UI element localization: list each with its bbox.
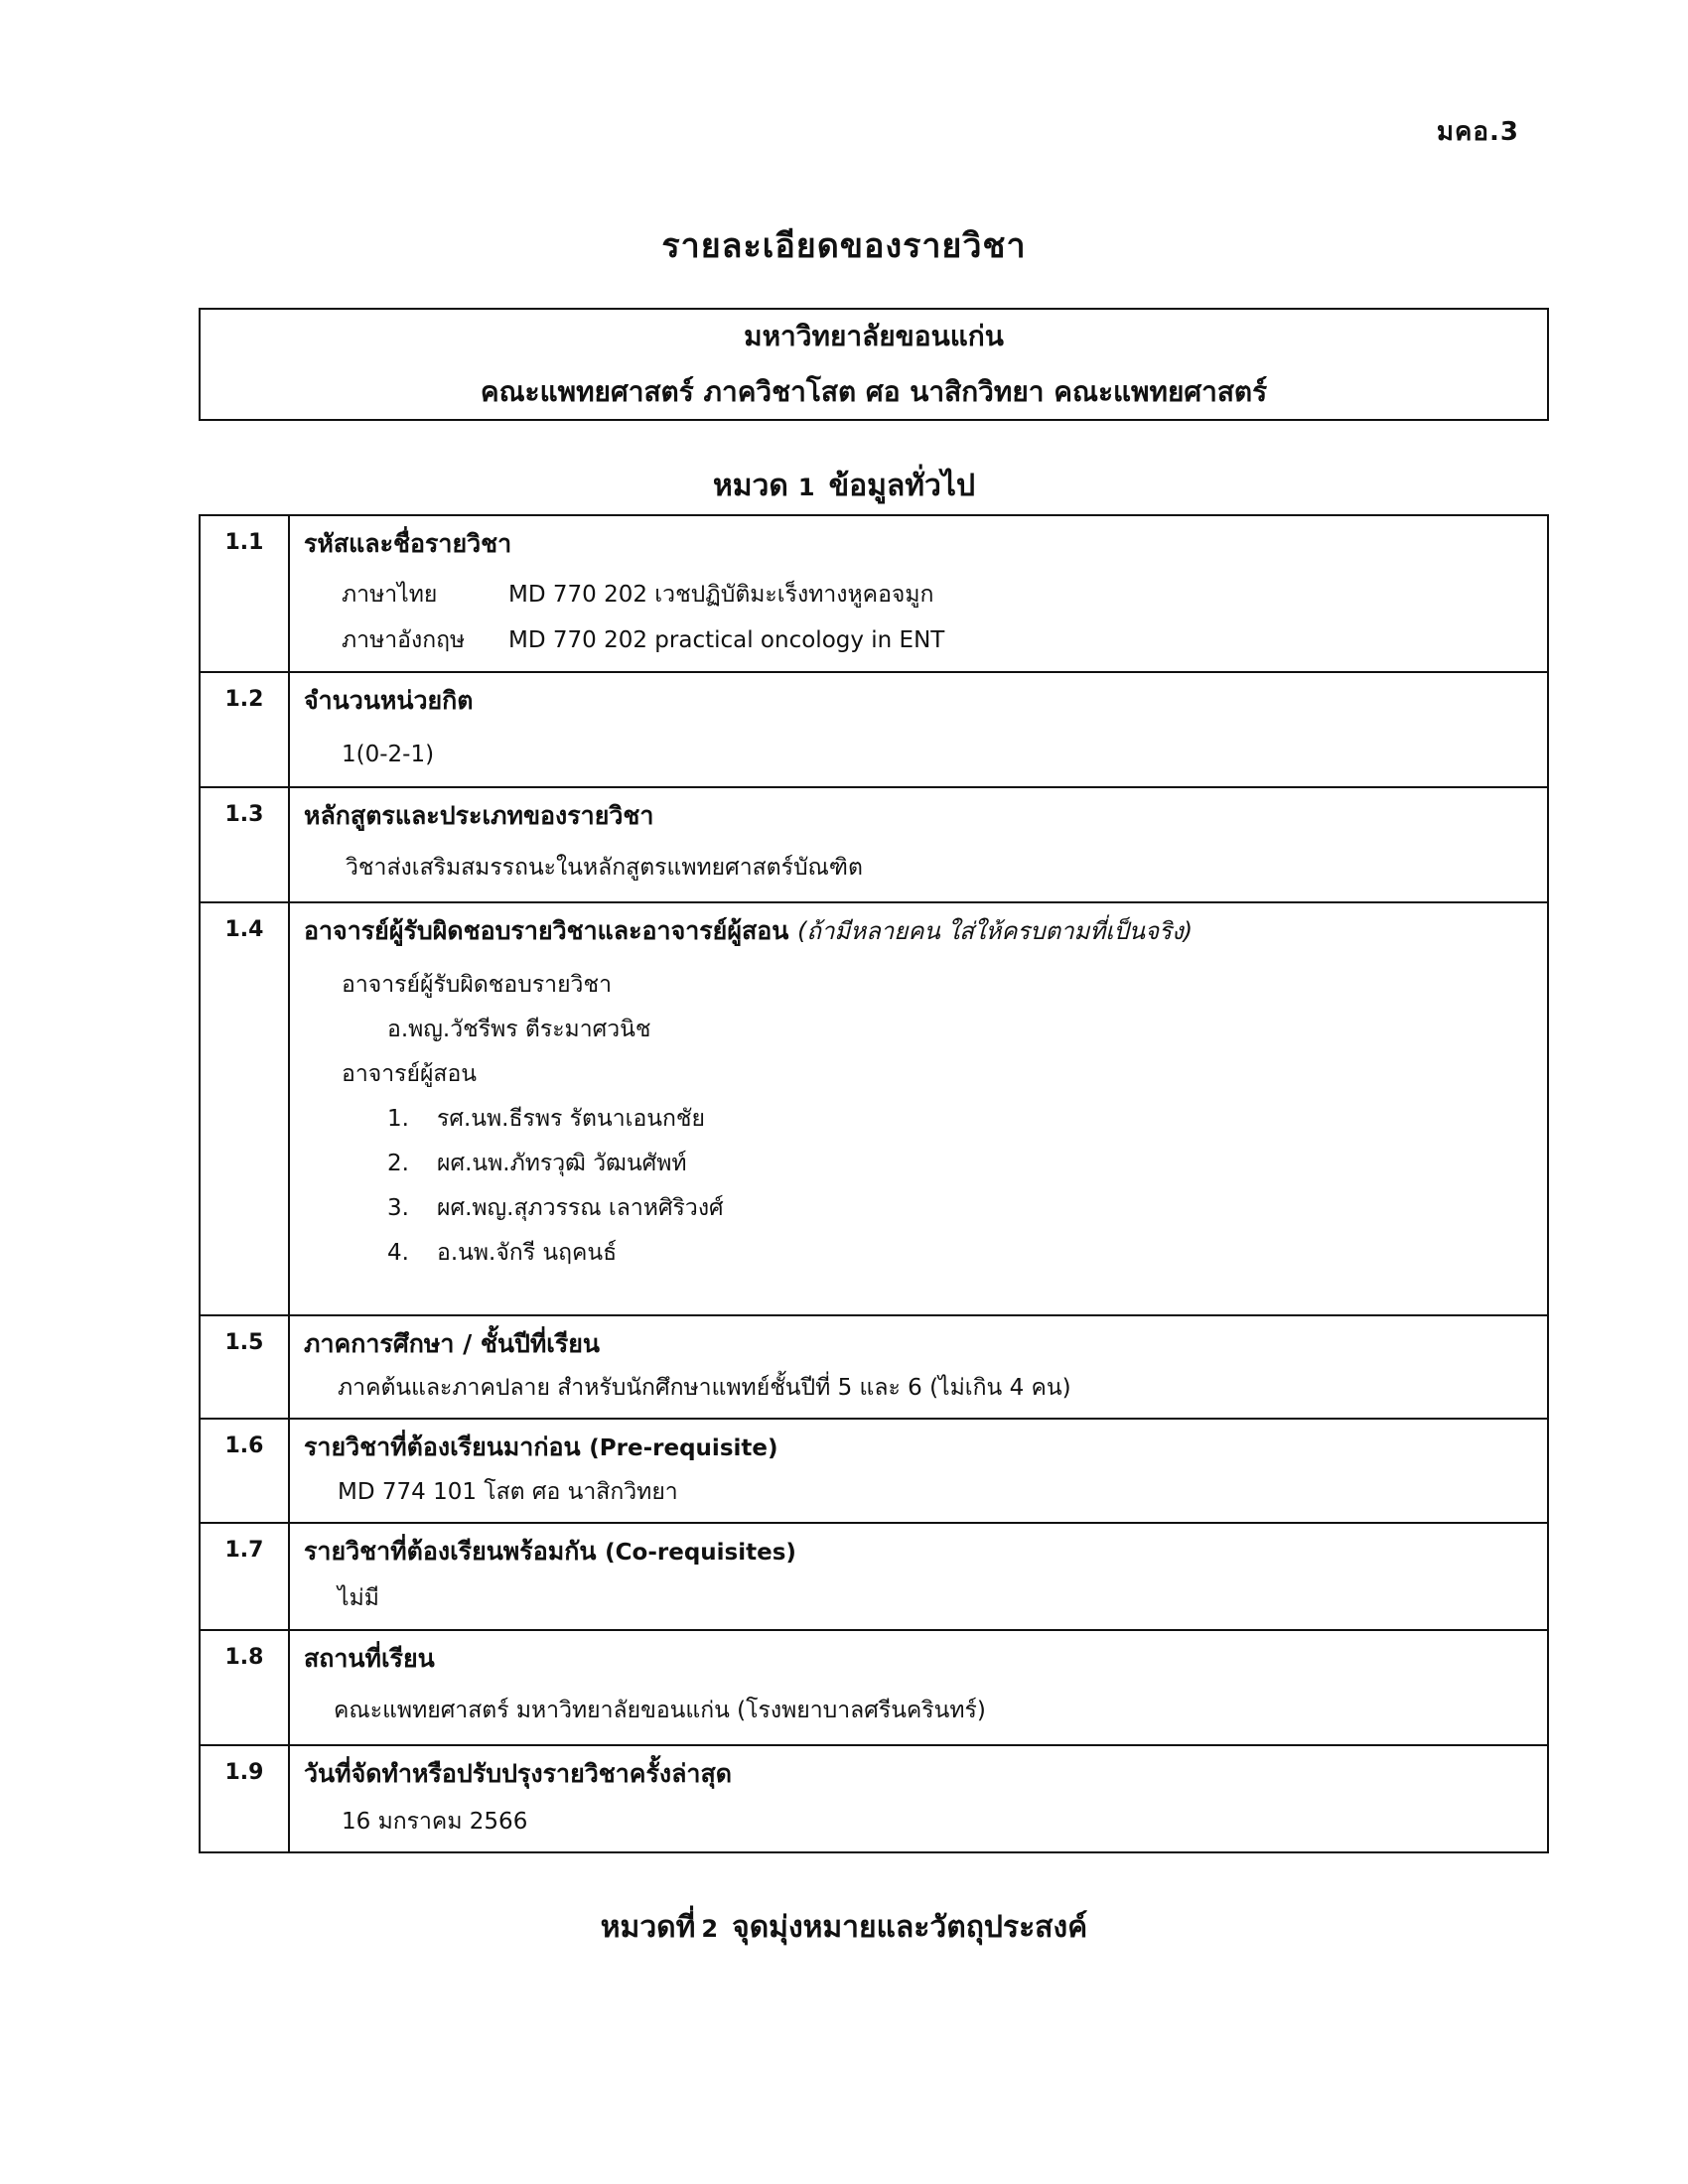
teacher-name: ผศ.นพ.ภัทรวุฒิ วัฒนศัพท์ [437,1151,687,1176]
row-title: รายวิชาที่ต้องเรียนมาก่อน [304,1433,581,1461]
document-title: รายละเอียดของรายวิชา [661,226,1027,266]
table-row [200,672,1548,787]
row-title-en: (Pre-requisite) [589,1435,778,1461]
table-row [200,1630,1548,1745]
table-row [200,902,1548,1315]
table-row [200,1745,1548,1852]
teachers-label: อาจารย์ผู้สอน [342,1061,478,1087]
row-number: 1.5 [200,1315,289,1419]
table-row [200,1523,1548,1630]
section-2-prefix: หมวดที่ [600,1910,696,1945]
list-item: 4. อ.นพ.จักรี นฤคนธ์ [387,1240,618,1266]
row-title: รายวิชาที่ต้องเรียนพร้อมกัน [304,1537,597,1566]
row-title: อาจารย์ผู้รับผิดชอบรายวิชาและอาจารย์ผู้สอน [304,916,789,945]
university-name: มหาวิทยาลัยขอนแก่น [744,320,1004,352]
table-row [200,787,1548,902]
row-number: 1.7 [200,1523,289,1630]
last-updated-value: 16 มกราคม 2566 [342,1809,528,1835]
thai-course-name: MD 770 202 เวชปฏิบัติมะเร็งทางหูคอจมูก [508,582,934,608]
row-title: สถานที่เรียน [304,1644,435,1673]
teacher-name: อ.นพ.จักรี นฤคนธ์ [437,1240,618,1266]
row-number: 1.1 [200,515,289,672]
section-1-heading [0,463,1688,509]
responsible-label: อาจารย์ผู้รับผิดชอบรายวิชา [342,972,613,998]
section-2-number: 2 [701,1915,719,1943]
responsible-name: อ.พญ.วัชรีพร ตีระมาศวนิช [387,1017,651,1042]
row-number: 1.4 [200,902,289,1315]
credits-value: 1(0-2-1) [342,742,435,767]
row-number: 1.2 [200,672,289,787]
english-label: ภาษาอังกฤษ [342,627,466,653]
row-number: 1.3 [200,787,289,902]
location-value: คณะแพทยศาสตร์ มหาวิทยาลัยขอนแก่น (โรงพยาบาลศรีนครินทร์) [334,1698,986,1723]
table-row [200,1315,1548,1419]
list-item: 2. ผศ.นพ.ภัทรวุฒิ วัฒนศัพท์ [387,1151,687,1176]
table-row [200,1419,1548,1523]
general-info-table [199,514,1549,1853]
university-box [199,308,1549,421]
row-title: จำนวนหน่วยกิต [304,686,474,715]
row-number: 1.6 [200,1419,289,1523]
row-title: รหัสและชื่อรายวิชา [304,529,512,558]
section-1-number: 1 [797,474,815,501]
teacher-name: รศ.นพ.ธีรพร รัตนาเอนกชัย [437,1106,706,1132]
row-note: (ถ้ามีหลายคน ใส่ให้ครบตามที่เป็นจริง) [797,917,1194,945]
thai-label: ภาษาไทย [342,582,438,608]
teacher-name: ผศ.พญ.สุภวรรณ เลาหศิริวงศ์ [437,1195,724,1221]
table-row [200,515,1548,672]
row-title-en: (Co-requisites) [605,1540,796,1566]
list-item: 3. ผศ.พญ.สุภวรรณ เลาหศิริวงศ์ [387,1195,724,1221]
prerequisite-value: MD 774 101 โสต ศอ นาสิกวิทยา [338,1479,678,1505]
section-2-title: จุดมุ่งหมายและวัตถุประสงค์ [732,1910,1088,1945]
row-number: 1.8 [200,1630,289,1745]
row-title: วันที่จัดทำหรือปรับปรุงรายวิชาครั้งล่าสุด [304,1759,732,1788]
list-item: 1. รศ.นพ.ธีรพร รัตนาเอนกชัย [387,1106,706,1132]
section-2-heading [0,1904,1688,1951]
section-1-title: ข้อมูลทั่วไป [828,469,976,503]
row-title: ภาคการศึกษา / ชั้นปีที่เรียน [304,1329,601,1358]
faculty-line: คณะแพทยศาสตร์ ภาควิชาโสต ศอ นาสิกวิทยา คณะแพทยศาสตร์ [480,375,1268,408]
curriculum-type-value: วิชาส่งเสริมสมรรถนะในหลักสูตรแพทยศาสตร์บัณฑิต [346,855,863,881]
row-title: หลักสูตรและประเภทของรายวิชา [304,801,654,830]
english-course-name: MD 770 202 practical oncology in ENT [508,627,945,653]
corequisite-value: ไม่มี [338,1585,379,1611]
semester-value: ภาคต้นและภาคปลาย สำหรับนักศึกษาแพทย์ชั้นปีที่ 5 และ 6 (ไม่เกิน 4 คน) [338,1375,1071,1401]
document-code: มคอ.3 [1436,117,1519,147]
section-1-prefix: หมวด [712,469,788,503]
row-number: 1.9 [200,1745,289,1852]
